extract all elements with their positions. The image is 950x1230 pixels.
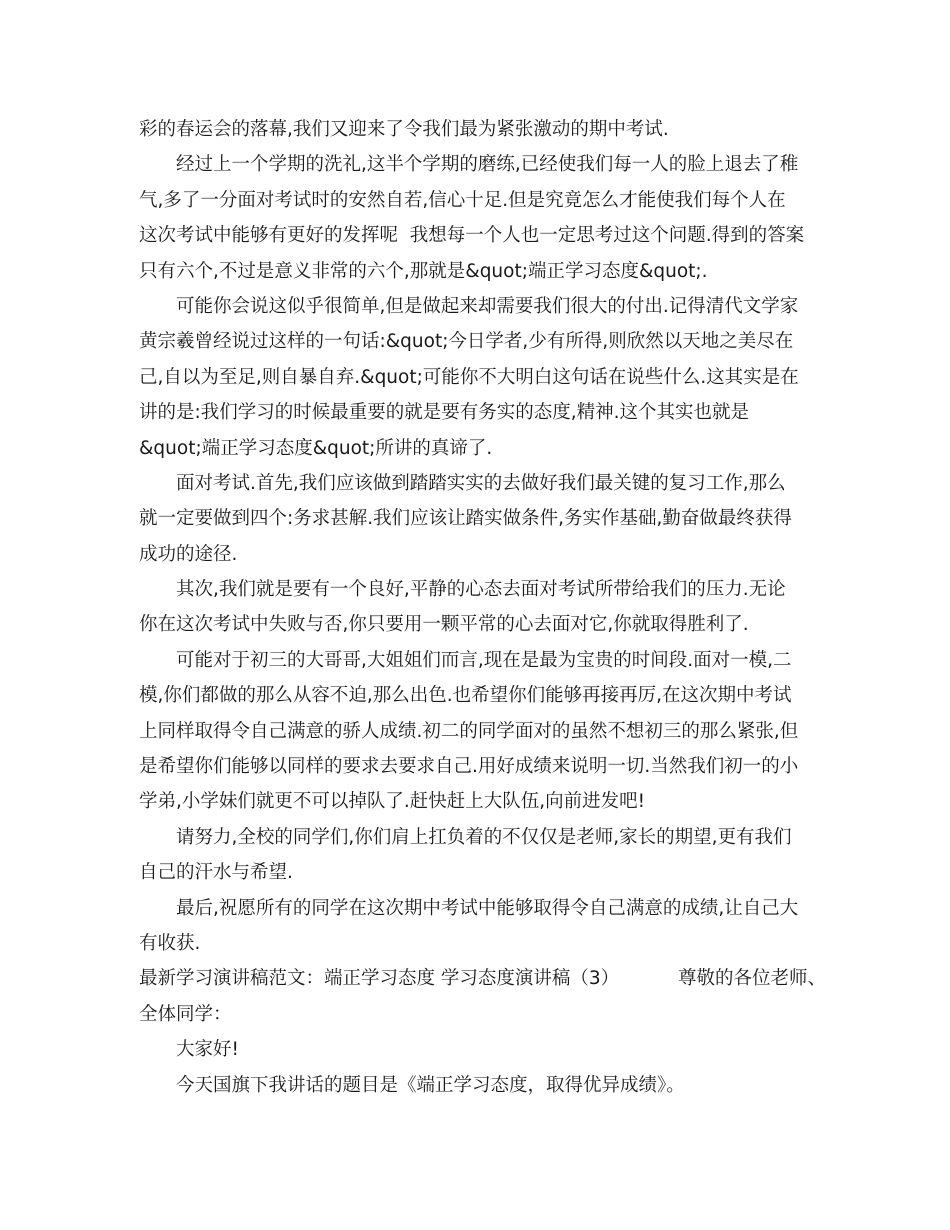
text-line: 可能对于初三的大哥哥,大姐姐们而言,现在是最为宝贵的时间段.面对一模,二 [176,649,792,671]
text-line: 大家好! [176,1039,239,1061]
text-line: 最新学习演讲稿范文：端正学习态度 学习态度演讲稿（3） 尊敬的各位老师、 [139,968,826,990]
text-line: 经过上一个学期的洗礼,这半个学期的磨练,已经使我们每一人的脸上退去了稚 [176,154,799,176]
text-line: 自己的汗水与希望. [139,862,293,884]
text-line: 今天国旗下我讲话的题目是《端正学习态度，取得优异成绩》。 [176,1074,685,1096]
document-body [139,112,826,1103]
text-line: 是希望你们能够以同样的要求去要求自己.用好成绩来说明一切.当然我们初一的小 [139,756,799,778]
text-line: 模,你们都做的那么从容不迫,那么出色.也希望你们能够再接再厉,在这次期中考试 [139,685,792,707]
text-line: 这次考试中能够有更好的发挥呢 我想每一个人也一定思考过这个问题.得到的答案 [139,225,805,247]
text-line: 黄宗羲曾经说过这样的一句话:&quot;今日学者,少有所得,则欣然以天地之美尽在 [139,331,794,353]
text-line: 面对考试.首先,我们应该做到踏踏实实的去做好我们最关键的复习工作,那么 [176,472,786,494]
text-line: 有收获. [139,932,201,954]
text-line: &quot;端正学习态度&quot;所讲的真谛了. [139,437,493,459]
text-line: 其次,我们就是要有一个良好,平静的心态去面对考试所带给我们的压力.无论 [176,579,786,601]
text-line: 最后,祝愿所有的同学在这次期中考试中能够取得令自己满意的成绩,让自己大 [176,897,799,919]
text-line: 可能你会说这似乎很简单,但是做起来却需要我们很大的付出.记得清代文学家 [176,295,799,317]
text-line: 己,自以为至足,则自暴自弃.&quot;可能你不大明白这句话在说些什么.这其实是在 [139,366,799,388]
text-line: 讲的是:我们学习的时候最重要的就是要有务实的态度,精神.这个其实也就是 [139,402,749,424]
text-line: 全体同学： [139,1003,232,1025]
text-line: 请努力,全校的同学们,你们肩上扛负着的不仅仅是老师,家长的期望,更有我们 [176,826,792,848]
text-line: 成功的途径. [139,543,238,565]
text-line: 就一定要做到四个:务求甚解.我们应该让踏实做条件,务实作基础,勤奋做最终获得 [139,508,792,530]
text-line: 学弟,小学妹们就更不可以掉队了.赶快赶上大队伍,向前进发吧! [139,791,646,813]
text-line: 只有六个,不过是意义非常的六个,那就是&quot;端正学习态度&quot;. [139,260,708,282]
text-line: 你在这次考试中失败与否,你只要用一颗平常的心去面对它,你就取得胜利了. [139,614,749,636]
text-line: 气,多了一分面对考试时的安然自若,信心十足.但是究竟怎么才能使我们每个人在 [139,189,786,211]
text-line: 彩的春运会的落幕,我们又迎来了令我们最为紧张激动的期中考试. [139,119,669,140]
text-line: 上同样取得令自己满意的骄人成绩.初二的同学面对的虽然不想初三的那么紧张,但 [139,720,799,742]
